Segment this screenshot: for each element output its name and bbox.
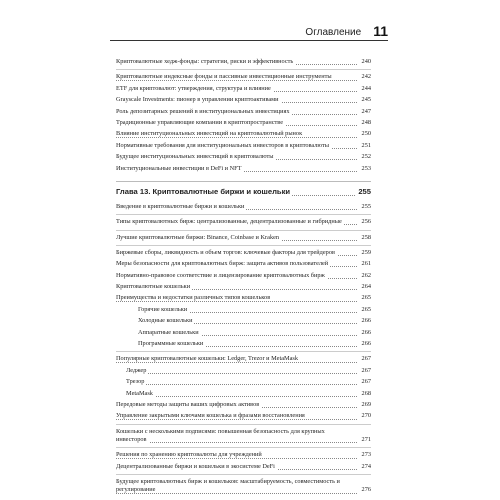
toc-entry-title: Криптовалютные индексные фонды и пассивные инвестиционные инструменты <box>116 73 332 81</box>
toc-entry-page: 268 <box>361 389 371 397</box>
toc-entry-page: 258 <box>361 233 371 241</box>
toc-entry-title: Леджер <box>126 366 147 374</box>
toc-entry[interactable] <box>116 230 371 242</box>
toc-entry[interactable] <box>116 214 371 226</box>
toc-entry-title: Преимущества и недостатки различных типов кошельков <box>116 294 271 302</box>
toc-entry[interactable] <box>116 474 371 494</box>
toc-entry[interactable] <box>116 58 371 66</box>
toc-entry-page: 276 <box>361 486 371 494</box>
toc-entry[interactable] <box>116 203 371 211</box>
toc-entry-page: 274 <box>361 462 371 470</box>
toc-entry-page: 256 <box>361 218 371 226</box>
toc-entry-page: 250 <box>361 130 371 138</box>
toc-entry-page: 269 <box>361 400 371 408</box>
toc-entry-page: 251 <box>361 141 371 149</box>
toc-entry-title: Холодные кошельки <box>138 317 193 325</box>
toc-entry[interactable] <box>116 69 371 81</box>
toc-entry-title: Введение в криптовалютные биржи и кошельки <box>116 202 245 210</box>
running-header-title: Оглавление <box>305 27 362 38</box>
toc-entry-page: 270 <box>361 412 371 420</box>
toc-entry[interactable] <box>116 119 371 127</box>
toc-entry-title: Типы криптовалютных бирж: централизованные, децентрализованные и гибридные <box>116 218 342 226</box>
toc-entry[interactable] <box>116 108 371 116</box>
toc-entry[interactable] <box>116 85 371 93</box>
toc-entry-page: 247 <box>361 107 371 115</box>
toc-entry-title: ETF для криптовалют: утверждения, структура и влияние <box>116 84 271 92</box>
toc-entry[interactable] <box>116 130 371 138</box>
page-header <box>110 22 388 41</box>
toc-entry-page: 259 <box>361 248 371 256</box>
toc-entry-title: Децентрализованные биржи и кошельки в экосистеме DeFi <box>116 462 275 470</box>
toc-entry[interactable] <box>116 142 371 150</box>
toc-entry[interactable] <box>116 260 371 268</box>
chapter-heading[interactable] <box>116 181 371 197</box>
toc-entry-page: 273 <box>361 451 371 459</box>
toc-entry-title: Криптовалютные хедж-фонды: стратегии, риски и эффективность <box>116 58 294 65</box>
toc-entry-title: Кошельки с несколькими подписями: повышенная безопасность для крупных инвесторов <box>116 427 325 443</box>
toc-entry-page: 262 <box>361 271 371 279</box>
toc-entry[interactable] <box>116 96 371 104</box>
toc-entry-page: 267 <box>361 355 371 363</box>
toc-entry[interactable] <box>116 153 371 161</box>
toc-entry-page: 265 <box>361 305 371 313</box>
chapter-title: Глава 13. Криптовалютные биржи и кошельки <box>116 186 291 196</box>
toc-entry-page: 271 <box>361 435 371 443</box>
toc-entry[interactable] <box>116 401 371 409</box>
toc-entry-title: Влияние институциональных инвестиций на криптовалютный рынок <box>116 130 303 138</box>
toc-entry-page: 266 <box>361 328 371 336</box>
dot-leader <box>126 396 357 397</box>
toc-entry[interactable] <box>116 378 371 386</box>
toc-entry-title: Нормативные требования для институциональных инвесторов в криптовалюты <box>116 141 330 149</box>
chapter-page: 255 <box>358 186 371 196</box>
toc-entry-page: 253 <box>361 164 371 172</box>
toc-entry-page: 242 <box>361 73 371 81</box>
dot-leader <box>116 442 357 443</box>
toc-entry-page: 240 <box>361 58 371 65</box>
toc-entry-title: Популярные криптовалютные кошельки: Ledger, Trezor и MetaMask <box>116 355 299 363</box>
dot-leader <box>126 384 357 385</box>
toc-entry-page: 255 <box>361 202 371 210</box>
toc-entry[interactable] <box>116 272 371 280</box>
toc-entry-title: Горячие кошельки <box>138 305 188 313</box>
toc-entry-page: 252 <box>361 153 371 161</box>
toc-entry[interactable] <box>116 447 371 459</box>
toc-entry[interactable] <box>116 390 371 398</box>
toc-entry-title: Аппаратные кошельки <box>138 328 199 336</box>
toc-entry-title: Биржевые сборы, ликвидность и объем торгов: ключевые факторы для трейдеров <box>116 248 335 256</box>
toc-entry-title: Управление закрытыми ключами кошелька и фразами восстановления <box>116 412 305 420</box>
toc-entry[interactable] <box>116 412 371 420</box>
toc-entry[interactable] <box>116 283 371 291</box>
toc-entry[interactable] <box>116 340 371 348</box>
toc-entry-title: Меры безопасности для криптовалютных бирж: защита активов пользователей <box>116 260 329 268</box>
toc-entry[interactable] <box>116 294 371 302</box>
toc-entry-title: Криптовалютные кошельки <box>116 283 191 291</box>
toc-entry-title: Будущее институциональных инвестиций в криптовалюты <box>116 153 274 161</box>
toc-entry-title: Институциональные инвестиции в DeFi и NFT <box>116 164 242 172</box>
toc-entry-page: 265 <box>361 294 371 302</box>
toc-entry[interactable] <box>116 165 371 173</box>
toc-entry[interactable] <box>116 306 371 314</box>
toc-entry[interactable] <box>116 463 371 471</box>
toc-entry-title: Лучшие криптовалютные биржи: Binance, Coinbase и Kraken <box>116 233 280 241</box>
toc-entry-title: Grayscale Investments: пионер в управлении криптоактивами <box>116 96 279 104</box>
toc-entry-title: Будущее криптовалютных бирж и кошельков: масштабируемость, совместимость и регулирование <box>116 478 340 494</box>
toc-entry-page: 266 <box>361 317 371 325</box>
toc-entry-title: Передовые методы защиты ваших цифровых активов <box>116 400 260 408</box>
toc-entry-page: 244 <box>361 84 371 92</box>
toc-entry[interactable] <box>116 367 371 375</box>
toc-entry-title: Программные кошельки <box>138 340 204 348</box>
toc-entry-page: 261 <box>361 260 371 268</box>
toc-entry-page: 264 <box>361 283 371 291</box>
table-of-contents <box>116 58 371 498</box>
toc-entry-title: Традиционные управляющие компании в криптопространстве <box>116 118 283 126</box>
toc-entry-title: MetaMask <box>126 389 153 397</box>
toc-entry-title: Решения по хранению криптовалюты для учреждений <box>116 451 262 459</box>
toc-entry[interactable] <box>116 245 371 257</box>
toc-entry[interactable] <box>116 329 371 337</box>
dot-leader <box>126 373 357 374</box>
toc-entry-page: 267 <box>361 366 371 374</box>
toc-entry[interactable] <box>116 424 371 444</box>
toc-entry-page: 267 <box>361 378 371 386</box>
toc-entry-page: 245 <box>361 96 371 104</box>
toc-entry-title: Нормативно-правовое соответствие и лицензирование криптовалютных бирж <box>116 271 325 279</box>
toc-entry[interactable] <box>116 351 371 363</box>
toc-entry-title: Роль депозитарных решений в институциональных инвестициях <box>116 107 290 115</box>
toc-entry[interactable] <box>116 317 371 325</box>
page-number: 11 <box>373 23 388 39</box>
toc-entry-page: 266 <box>361 340 371 348</box>
toc-entry-title: Трезор <box>126 378 145 386</box>
toc-entry-page: 248 <box>361 118 371 126</box>
